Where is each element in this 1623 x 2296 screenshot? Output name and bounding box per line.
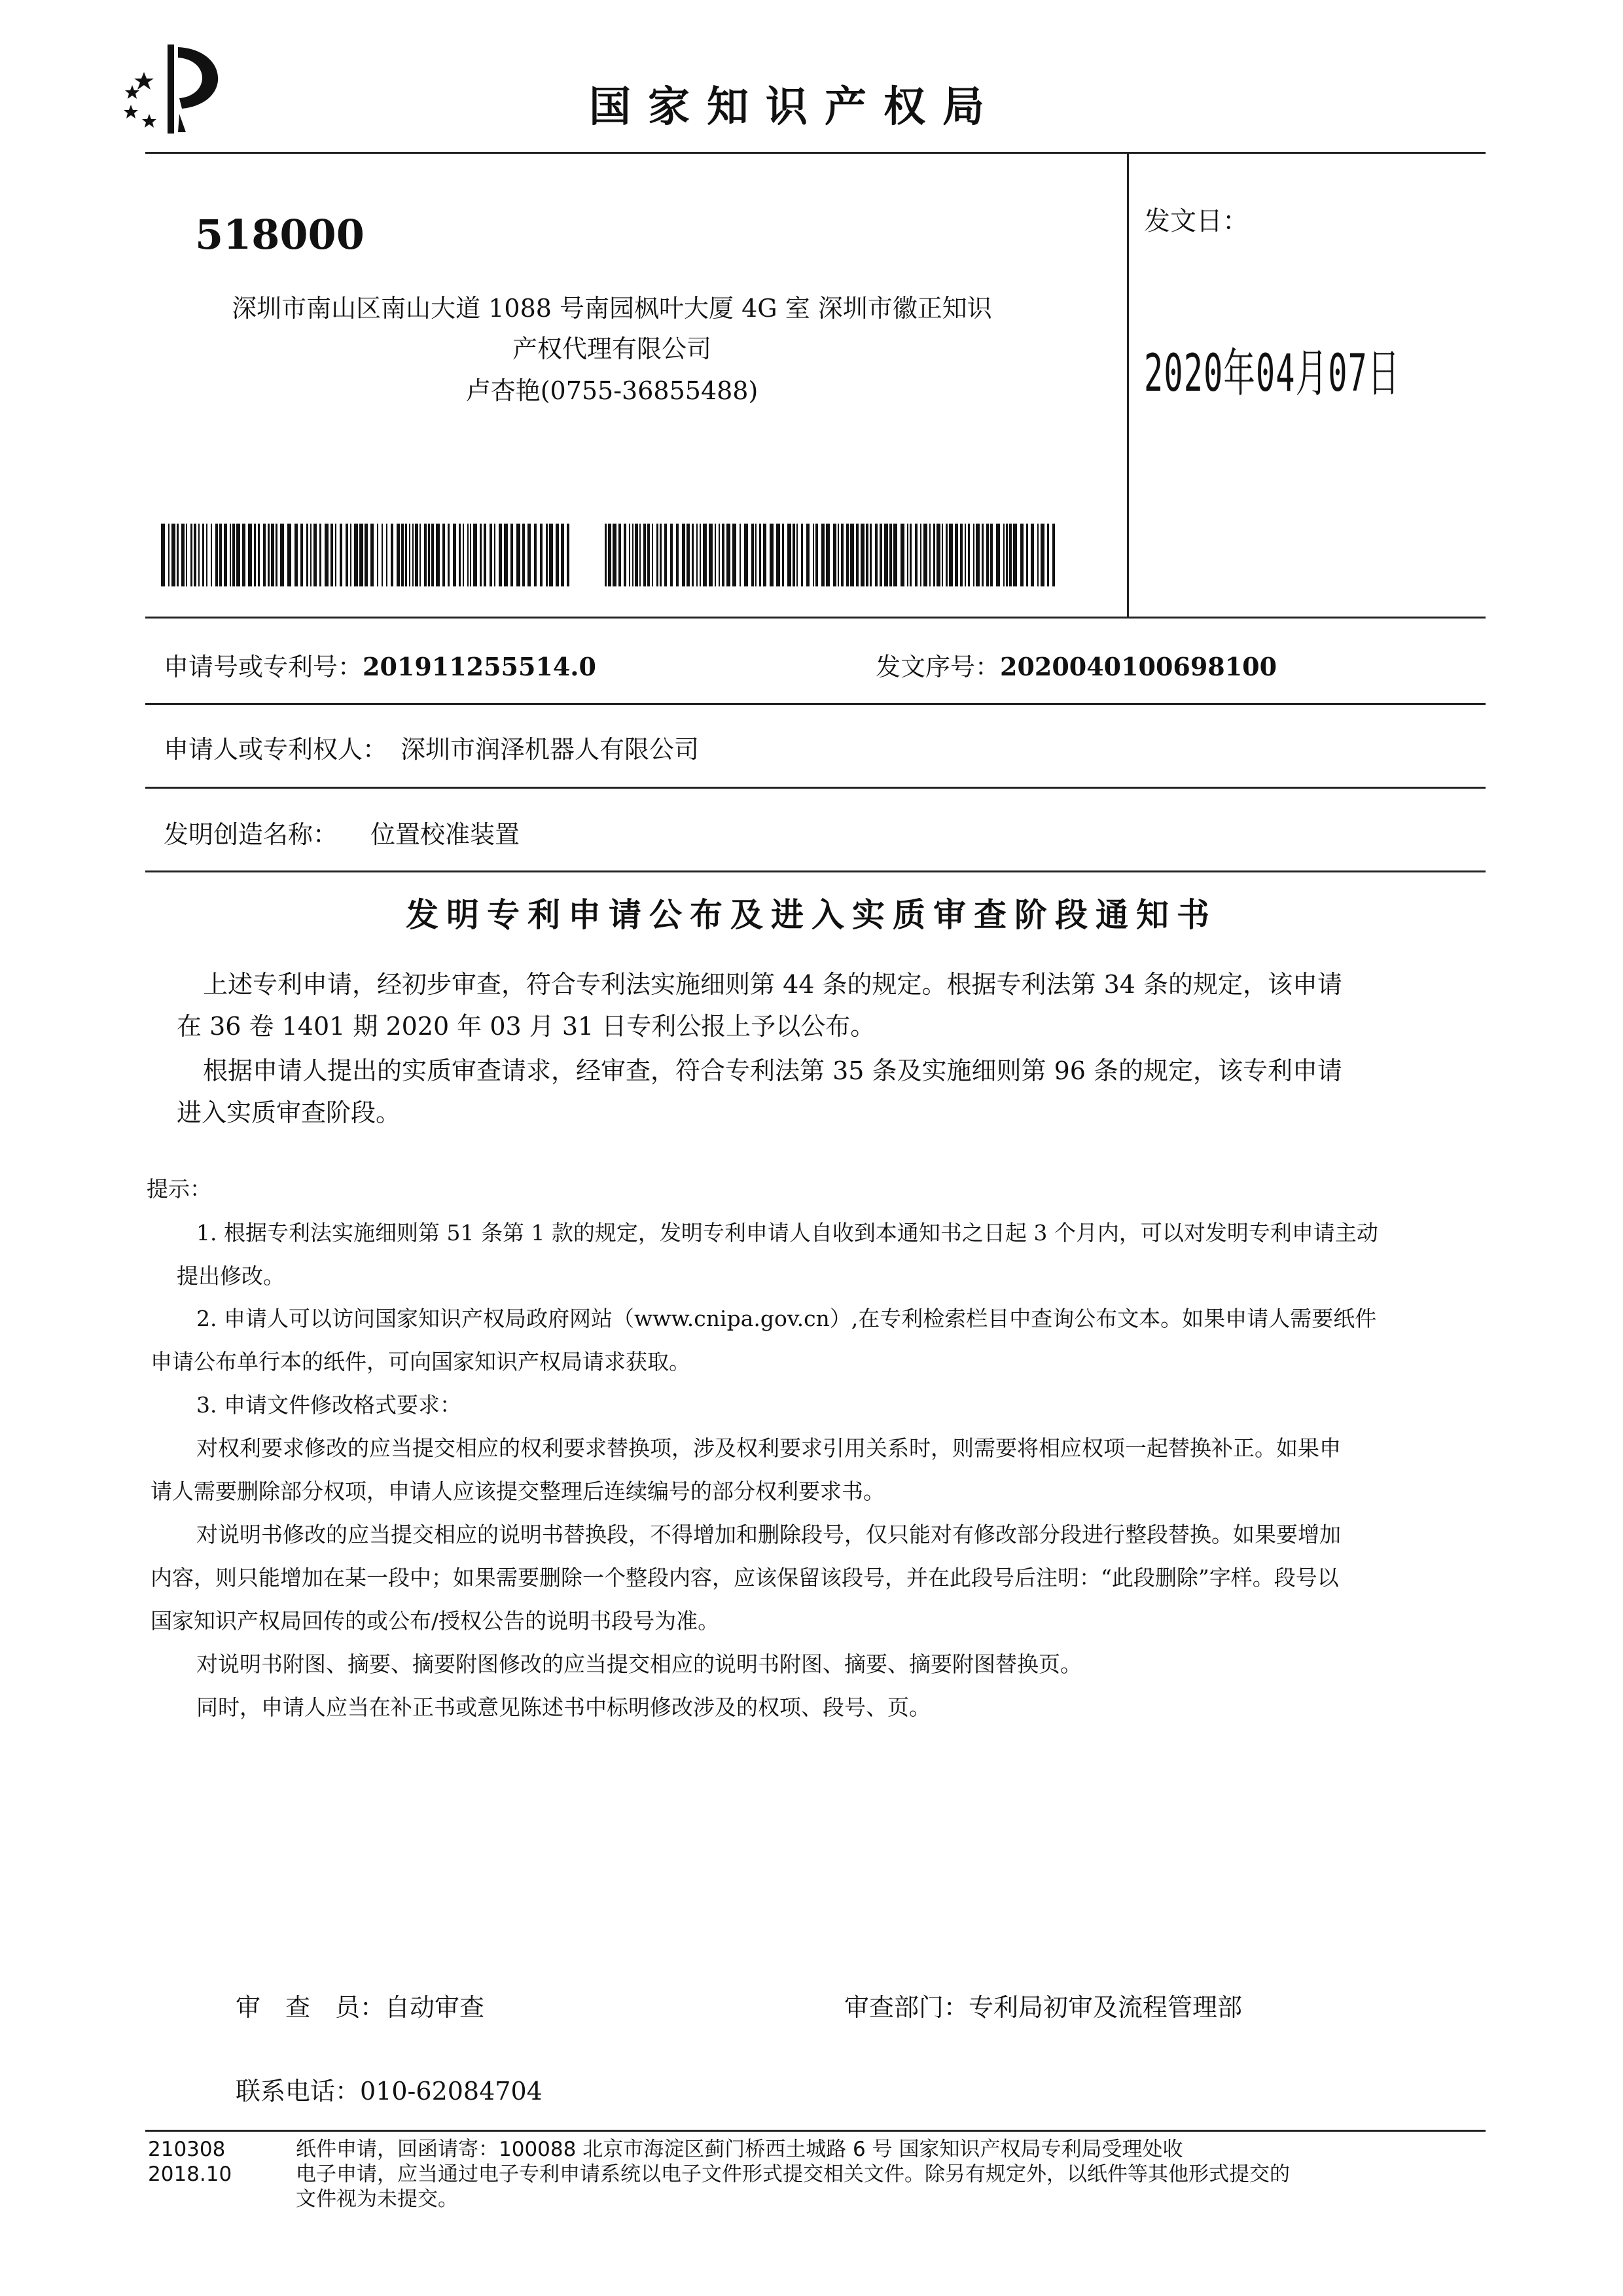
barcode-bar <box>920 524 921 586</box>
send-date: 2020年04月07日 <box>1144 344 1400 403</box>
barcode-bar <box>687 524 690 586</box>
barcode-bar <box>494 524 495 586</box>
serial-number-row <box>876 647 1277 683</box>
barcode-bar <box>676 524 679 586</box>
barcode-bar <box>306 524 308 586</box>
footer-code-1: 210308 <box>148 2138 226 2161</box>
barcode-bar <box>516 524 520 586</box>
department: 专利局初审及流程管理部 <box>969 1993 1243 2022</box>
barcode-bar <box>490 524 492 586</box>
barcode-bar <box>1026 524 1028 586</box>
barcode-bar <box>703 524 707 586</box>
barcode-bar <box>751 524 754 586</box>
barcode-bar <box>391 524 393 586</box>
barcode-bar <box>796 524 798 586</box>
recipient-address-line2: 产权代理有限公司 <box>512 334 711 363</box>
barcode-bar <box>436 524 440 586</box>
barcode-bar <box>608 524 611 586</box>
barcode-bar <box>263 524 266 586</box>
agency-name: 国家知识产权局 <box>589 83 1001 132</box>
barcode-bar <box>806 524 810 586</box>
barcode-bar <box>700 524 701 586</box>
notice-title: 发明专利申请公布及进入实质审查阶段通知书 <box>406 896 1217 934</box>
barcode-bar <box>846 524 849 586</box>
barcode-bar <box>821 524 825 586</box>
barcode-bar <box>618 524 621 586</box>
barcode-bar <box>960 524 963 586</box>
barcode-bar <box>656 524 658 586</box>
row-rule <box>145 703 1486 705</box>
barcode-bar <box>632 524 633 586</box>
barcode-bar <box>996 524 1000 586</box>
barcode-bar <box>224 524 227 586</box>
footer-rule <box>145 2130 1486 2132</box>
barcode-bar <box>968 524 970 586</box>
barcode-bar <box>448 524 450 586</box>
barcode-bar <box>923 524 927 586</box>
tip-line: 提出修改。 <box>177 1263 285 1289</box>
phone: 010-62084704 <box>360 2077 543 2106</box>
barcode-bar <box>1037 524 1039 586</box>
barcode <box>161 524 572 586</box>
barcode-bar <box>561 524 564 586</box>
barcode-bar <box>910 524 912 586</box>
barcode-bar <box>546 524 548 586</box>
applicant-row <box>164 729 699 765</box>
barcode-bar <box>986 524 989 586</box>
barcode-bar <box>194 524 196 586</box>
tip-line: 请人需要删除部分权项，申请人应该提交整理后连续编号的部分权利要求书。 <box>151 1479 885 1504</box>
barcode-bar <box>813 524 814 586</box>
barcode-bar <box>325 524 329 586</box>
barcode-bar <box>933 524 935 586</box>
barcode-bar <box>330 524 333 586</box>
barcode-bar <box>1041 524 1044 586</box>
barcode-bar <box>313 524 317 586</box>
barcode-bar <box>1003 524 1005 586</box>
footer-line-1: 纸件申请，回函请寄：100088 北京市海淀区蓟门桥西土城路 6 号 国家知识产权局专利局受理处收 <box>296 2138 1183 2161</box>
barcode-bar <box>556 524 559 586</box>
barcode-bar <box>242 524 245 586</box>
barcode-bar <box>682 524 685 586</box>
barcode-bar <box>271 524 274 586</box>
tip-line: 2. 申请人可以访问国家知识产权局政府网站（www.cnipa.gov.cn）,在专利检索栏目中查询公布文本。如果申请人需要纸件 <box>196 1306 1377 1331</box>
barcode-bar <box>915 524 918 586</box>
barcode-bar <box>232 524 235 586</box>
barcode-bar <box>1006 524 1008 586</box>
barcode-bar <box>901 524 904 586</box>
barcode-bar <box>884 524 888 586</box>
barcode-bar <box>973 524 974 586</box>
barcode-bar <box>424 524 427 586</box>
star-icon <box>142 114 156 128</box>
barcode-bar <box>1020 524 1024 586</box>
barcode-bar <box>692 524 694 586</box>
barcode-bar <box>287 524 291 586</box>
invention-label: 发明创造名称： <box>164 820 338 849</box>
barcode-bar <box>442 524 445 586</box>
phone-row <box>236 2071 543 2107</box>
barcode-bar <box>833 524 836 586</box>
barcode-bar <box>719 524 720 586</box>
barcode-bar <box>696 524 698 586</box>
barcode-bar <box>965 524 966 586</box>
barcode-bar <box>219 524 222 586</box>
serial-number-label: 发文序号： <box>876 653 1001 681</box>
barcode-bar <box>759 524 761 586</box>
barcode-bar <box>206 524 207 586</box>
barcode-bar <box>504 524 508 586</box>
barcode-bar <box>1009 524 1012 586</box>
barcode-bar <box>976 524 980 586</box>
barcode-bar <box>236 524 240 586</box>
examiner: 自动审查 <box>385 1993 485 2022</box>
invention-name: 位置校准装置 <box>370 820 520 849</box>
barcode-bar <box>605 524 607 586</box>
notice-paragraph-1-line-2: 在 36 卷 1401 期 2020 年 03 月 31 日专利公报上予以公布。 <box>177 1012 876 1041</box>
barcode-bar <box>664 524 667 586</box>
barcode-bar <box>484 524 486 586</box>
barcode-bar <box>459 524 461 586</box>
department-label: 审查部门： <box>844 1993 969 2022</box>
barcode-bar <box>709 524 713 586</box>
barcode-bar <box>889 524 892 586</box>
recipient-contact: 卢杏艳(0755-36855488) <box>465 376 758 405</box>
barcode-bar <box>211 524 212 586</box>
phone-label: 联系电话： <box>236 2077 361 2106</box>
barcode-bar <box>254 524 256 586</box>
applicant: 深圳市润泽机器人有限公司 <box>401 735 700 764</box>
barcode-bar <box>431 524 434 586</box>
notice-paragraph-2-line-2: 进入实质审查阶段。 <box>177 1098 401 1127</box>
barcode-bar <box>639 524 641 586</box>
barcode-bar <box>776 524 780 586</box>
barcode-bar <box>982 524 984 586</box>
notice-paragraph-2-line-1: 根据申请人提出的实质审查请求，经审查，符合专利法第 35 条及实施细则第 96 条的规定，该专利申请 <box>203 1056 1343 1085</box>
row-rule <box>145 787 1486 789</box>
barcode-bar <box>386 524 387 586</box>
barcode-bar <box>744 524 748 586</box>
examiner-label: 审 查 员： <box>236 1993 385 2022</box>
barcode-bar <box>335 524 336 586</box>
barcode-bar <box>670 524 673 586</box>
barcode-bar <box>732 524 736 586</box>
barcode-bar <box>841 524 844 586</box>
barcode-bar <box>635 524 638 586</box>
tip-line: 内容，则只能增加在某一段中；如果需要删除一个整段内容，应该保留该段号，并在此段号后注明：“此段删除”字样。段号以 <box>151 1565 1339 1590</box>
footer-line-2: 电子申请，应当通过电子专利申请系统以电子文件形式提交相关文件。除另有规定外，以纸件等其他形式提交的 <box>296 2162 1290 2186</box>
barcode-bar <box>258 524 260 586</box>
barcode-bar <box>870 524 872 586</box>
barcode-bar <box>370 524 374 586</box>
barcode-bar <box>907 524 908 586</box>
barcode-bar <box>248 524 252 586</box>
barcode-bar <box>268 524 270 586</box>
barcode-bar <box>350 524 351 586</box>
barcode-bar <box>942 524 943 586</box>
footer-line-3: 文件视为未提交。 <box>296 2187 458 2211</box>
barcode-bar <box>755 524 757 586</box>
barcode-bar <box>177 524 179 586</box>
tip-line: 对说明书附图、摘要、摘要附图修改的应当提交相应的说明书附图、摘要、摘要附图替换页。 <box>196 1651 1082 1677</box>
tips-heading: 提示： <box>147 1176 211 1202</box>
barcode-bar <box>955 524 958 586</box>
barcode-bar <box>660 524 662 586</box>
barcode-bar <box>171 524 175 586</box>
barcode-bar <box>880 524 882 586</box>
row-rule <box>145 870 1486 872</box>
barcode-bar <box>946 524 948 586</box>
barcode-bar <box>319 524 321 586</box>
barcode-bar <box>409 524 410 586</box>
barcode-bar <box>300 524 303 586</box>
barcode-bar <box>629 524 630 586</box>
department-row <box>844 1987 1242 2023</box>
barcode-bar <box>473 524 477 586</box>
barcode-bar <box>787 524 791 586</box>
barcode-bar <box>202 524 204 586</box>
barcode-bar <box>740 524 741 586</box>
barcode-bar <box>190 524 192 586</box>
barcode-bar <box>397 524 400 586</box>
barcode-bar <box>161 524 165 586</box>
barcode-bar <box>453 524 456 586</box>
barcode-bar <box>401 524 404 586</box>
barcode-bar <box>613 524 616 586</box>
barcode-bar <box>534 524 537 586</box>
postal-code: 518000 <box>195 211 365 259</box>
star-icon <box>134 72 154 90</box>
barcode-bar <box>990 524 993 586</box>
tip-line: 国家知识产权局回传的或公布/授权公告的说明书段号为准。 <box>151 1608 720 1634</box>
barcode-bar <box>230 524 231 586</box>
barcode-bar <box>415 524 418 586</box>
barcode-bar <box>527 524 531 586</box>
barcode-bar <box>549 524 553 586</box>
barcode-bar <box>181 524 185 586</box>
barcode-bar <box>198 524 200 586</box>
barcode-bar <box>428 524 430 586</box>
barcode-bar <box>929 524 931 586</box>
application-number-label: 申请号或专利号： <box>164 653 363 681</box>
barcode-bar <box>801 524 803 586</box>
barcode <box>605 524 1055 586</box>
barcode-bar <box>377 524 378 586</box>
notice-paragraph-1-line-1: 上述专利申请，经初步审查，符合专利法实施细则第 44 条的规定。根据专利法第 34 条的规定，该申请 <box>203 970 1343 999</box>
barcode-bar <box>470 524 471 586</box>
barcode-bar <box>346 524 348 586</box>
row-rule <box>145 617 1486 619</box>
serial-number: 2020040100698100 <box>1000 652 1277 681</box>
barcode-bar <box>412 524 414 586</box>
barcode-bar <box>1031 524 1034 586</box>
barcode-bar <box>936 524 940 586</box>
tip-line: 3. 申请文件修改格式要求： <box>196 1392 461 1418</box>
examiner-row <box>236 1987 484 2023</box>
application-number: 201911255514.0 <box>363 652 596 681</box>
tip-line: 1. 根据专利法实施细则第 51 条第 1 款的规定，发明专利申请人自收到本通知书之日起 3 个月内，可以对发明专利申请主动 <box>196 1220 1378 1246</box>
barcode-bar <box>522 524 525 586</box>
barcode-bar <box>722 524 724 586</box>
barcode-bar <box>405 524 407 586</box>
barcode-bar <box>643 524 646 586</box>
barcode-bar <box>280 524 284 586</box>
barcode-bar <box>875 524 878 586</box>
star-icon <box>124 105 138 118</box>
barcode-bar <box>310 524 312 586</box>
barcode-bar <box>567 524 569 586</box>
barcode-bar <box>770 524 774 586</box>
barcode-bar <box>168 524 169 586</box>
barcode-bar <box>826 524 830 586</box>
recipient-address-line1: 深圳市南山区南山大道 1088 号南园枫叶大厦 4G 室 深圳市徽正知识 <box>232 294 992 323</box>
barcode-bar <box>186 524 187 586</box>
star-icon <box>125 85 139 99</box>
barcode-bar <box>652 524 653 586</box>
barcode-bar <box>354 524 358 586</box>
barcode-bar <box>793 524 795 586</box>
barcode-bar <box>294 524 298 586</box>
barcode-bar <box>1013 524 1017 586</box>
invention-row <box>164 814 520 850</box>
barcode-bar <box>715 524 716 586</box>
send-date-label: 发文日： <box>1144 206 1249 236</box>
tip-line: 对说明书修改的应当提交相应的说明书替换段，不得增加和删除段号，仅只能对有修改部分段进行整段替换。如果要增加 <box>196 1522 1341 1547</box>
barcode-bar <box>215 524 218 586</box>
barcode-bar <box>782 524 784 586</box>
barcode-bar <box>838 524 839 586</box>
header-rule <box>145 152 1486 154</box>
barcode-bar <box>340 524 342 586</box>
barcode-bar <box>949 524 953 586</box>
barcode-bar <box>815 524 818 586</box>
barcode-bar <box>763 524 766 586</box>
tip-line: 申请公布单行本的纸件，可向国家知识产权局请求获取。 <box>151 1349 690 1374</box>
footer-code-2: 2018.10 <box>148 2162 232 2186</box>
barcode-bar <box>463 524 464 586</box>
barcode-bar <box>726 524 730 586</box>
barcode-bar <box>893 524 897 586</box>
barcode-bar <box>1047 524 1049 586</box>
application-number-row <box>164 647 596 683</box>
applicant-label: 申请人或专利权人： <box>164 735 388 764</box>
barcode-bar <box>1052 524 1055 586</box>
barcode-bar <box>624 524 626 586</box>
barcode-bar <box>467 524 469 586</box>
barcode-bar <box>540 524 543 586</box>
tip-line: 对权利要求修改的应当提交相应的权利要求替换项，涉及权利要求引用关系时，则需要将相应权项一起替换补正。如果申 <box>196 1435 1341 1461</box>
barcode-bar <box>866 524 868 586</box>
barcode-bar <box>359 524 363 586</box>
barcode-bar <box>382 524 383 586</box>
barcode-bar <box>419 524 421 586</box>
date-box-divider <box>1127 152 1129 618</box>
cnipa-logo <box>118 41 249 139</box>
barcode-bar <box>850 524 854 586</box>
barcode-bar <box>856 524 859 586</box>
barcode-bar <box>861 524 865 586</box>
barcode-bar <box>276 524 277 586</box>
barcode-bar <box>499 524 502 586</box>
barcode-bar <box>510 524 513 586</box>
barcode-bar <box>480 524 482 586</box>
barcode-bar <box>365 524 368 586</box>
tip-line: 同时，申请人应当在补正书或意见陈述书中标明修改涉及的权项、段号、页。 <box>196 1695 931 1720</box>
barcode-bar <box>647 524 650 586</box>
